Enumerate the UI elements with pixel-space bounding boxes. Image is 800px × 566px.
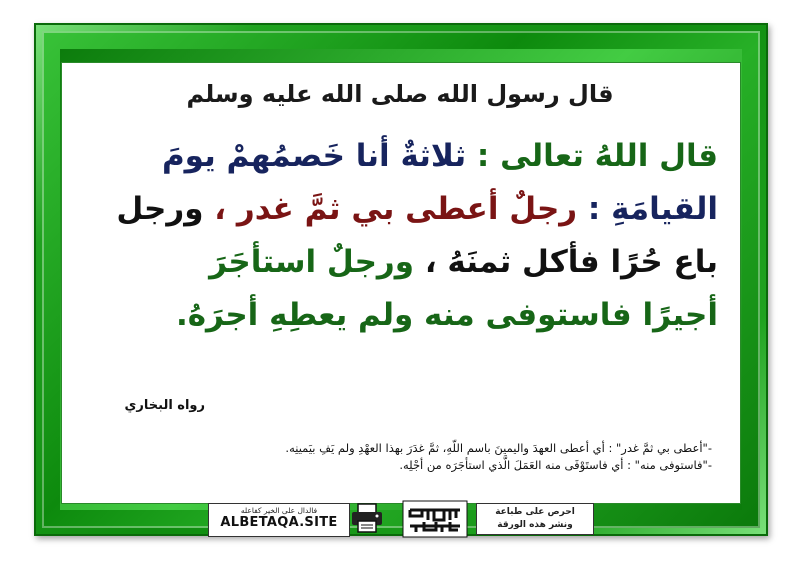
- hadith-segment: قال اللهُ تعالى :: [466, 138, 718, 174]
- site-url: ALBETAQA.SITE: [220, 515, 338, 530]
- hadith-segment: أجيرًا فاستوفى منه ولم يعطِهِ أجرَهُ.: [175, 297, 718, 333]
- hadith-line-4: [90, 289, 718, 342]
- printer-icon: [350, 502, 384, 534]
- note-item: -"أعطى بي ثمَّ غدر" : أي أعطى العهدَ واليمينَ باسم اللّهِ، ثمَّ غدَرَ بهذا العهْدِ ولم يَفِ بيَمينِه.: [285, 441, 712, 455]
- hadith-segment: باع حُرًا فأكل ثمنَهُ ،: [414, 244, 718, 280]
- hadith-line-2: [90, 183, 718, 236]
- hadith-segment: ورجلٌ استأجَرَ: [209, 244, 415, 280]
- explanation-notes: [72, 440, 712, 474]
- hadith-segment: ثلاثةٌ أنا خَصمُهمْ يومَ: [161, 138, 467, 174]
- footer-print-line: احرص على طباعة: [495, 507, 575, 517]
- page-title: قال رسول الله صلى الله عليه وسلم: [186, 80, 614, 108]
- hadith-line-1: [90, 130, 718, 183]
- hadith-segment: القيامَةِ :: [577, 191, 718, 227]
- hadith-segment: ورجل: [116, 191, 204, 227]
- hadith-text: [90, 130, 718, 342]
- dawa-logo: [402, 500, 468, 538]
- hadith-source: رواه البخاري: [124, 398, 205, 413]
- footer-print-line: ونشر هذه الورقة: [497, 520, 573, 530]
- footer-site-box: [208, 503, 350, 537]
- hadith-segment: رجلٌ أعطى بي ثمَّ غدر ،: [203, 191, 578, 227]
- note-item: -"فاستوفى منه" : أي فاستَوْفَى منه العَمَلَ الَّذي استأجَرَه من أجْلِه.: [399, 458, 712, 472]
- hadith-line-3: [90, 236, 718, 289]
- footer-print-box: [476, 503, 594, 535]
- footer-tagline: فالدال على الخير كفاعله: [240, 506, 318, 515]
